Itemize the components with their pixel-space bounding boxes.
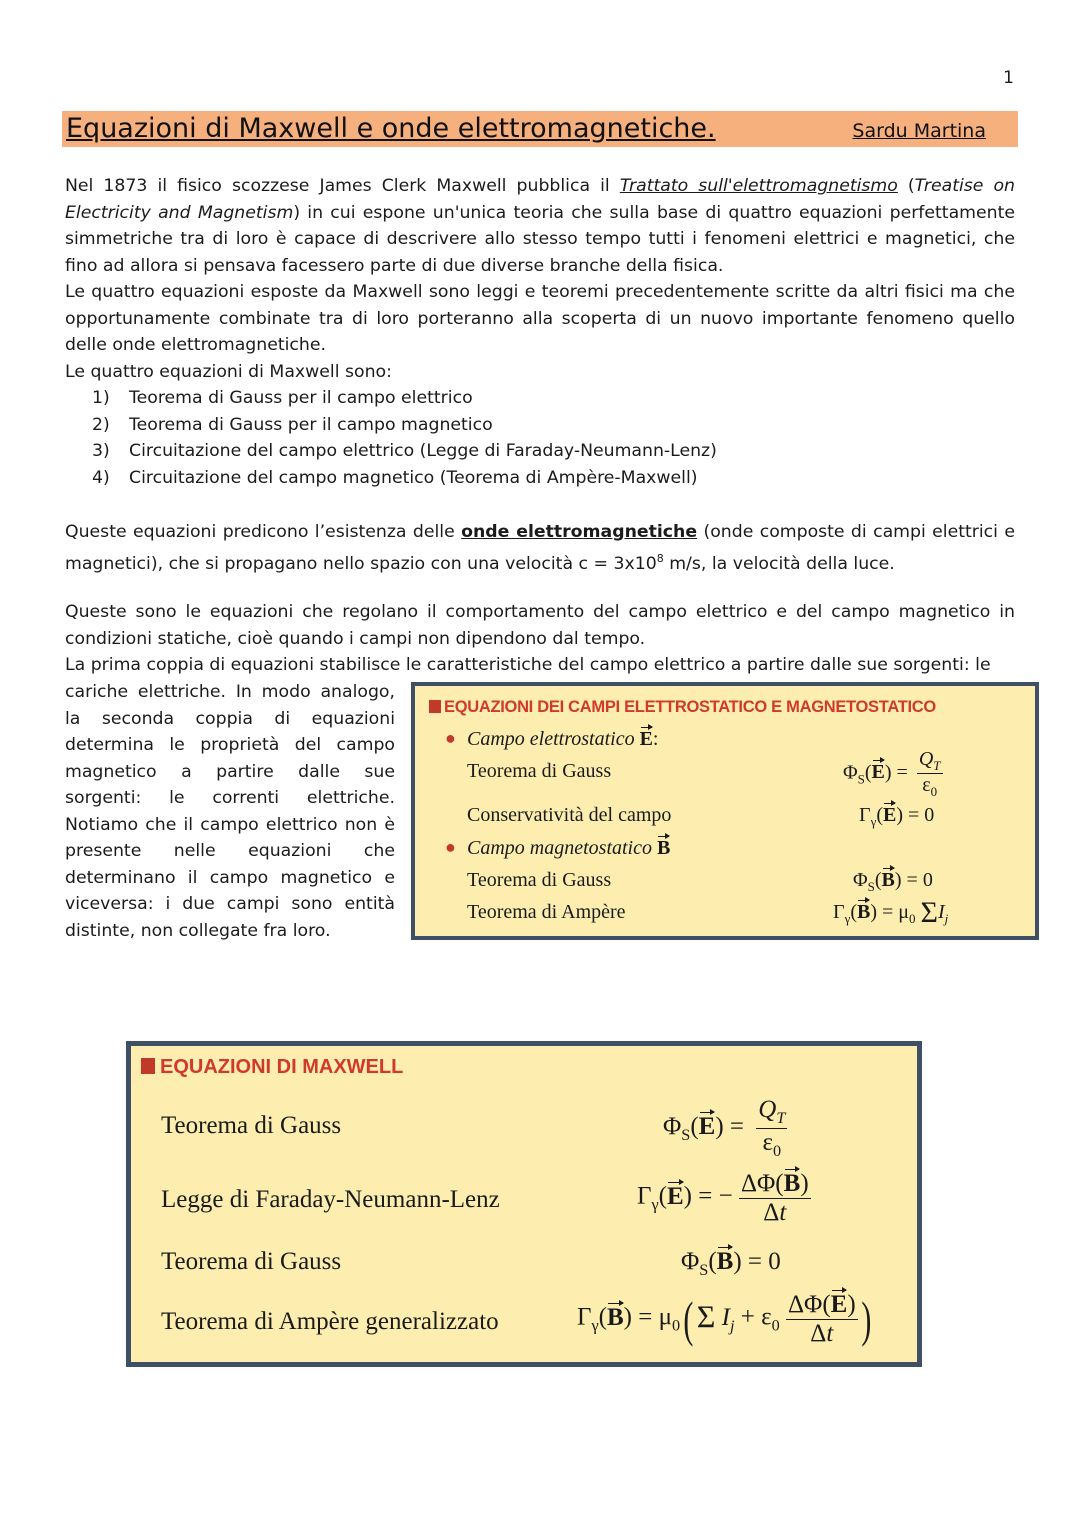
maxwell-gauss-b-label: Teorema di Gauss — [161, 1248, 342, 1275]
static-box-heading — [429, 698, 936, 717]
column-line: Notiamo che il campo elettrico non è — [65, 814, 395, 835]
intro-text: (onde composte di campi elettrici e — [703, 522, 1015, 542]
column-line: determina le proprietà del campo — [65, 735, 395, 755]
list-number: 1) — [92, 388, 110, 408]
list-number: 2) — [92, 414, 110, 435]
magnetostatic-text: Campo magnetostatico — [467, 837, 652, 859]
list-number: 4) — [92, 467, 110, 488]
author-name: Sardu Martina — [852, 120, 986, 142]
maxwell-faraday-formula: $\Gamma_\gamma(E)$ = − $\frac{\Delta\Phi(B)}{\Delta t}$ — [637, 1170, 809, 1226]
maxwell-equations-box — [126, 1041, 922, 1367]
list-item — [65, 465, 1015, 492]
list-number: 3) — [92, 441, 110, 461]
column-line: magnetico a partire dalle sue — [65, 761, 395, 782]
paren-open: ( — [907, 176, 915, 196]
treatise-italian-title: Trattato sull'elettromagnetismo — [619, 176, 898, 196]
em-waves-highlight: onde elettromagnetiche — [461, 522, 698, 542]
column-line: determinano il campo magnetico e — [65, 867, 395, 888]
intro-text: Nel 1873 il fisico scozzese James Clerk Maxwell pubblica il — [65, 176, 610, 196]
exponent: 8 — [656, 551, 664, 565]
intro-text: fino ad allora si pensava facessero parte di due diverse branche della fisica. — [65, 255, 724, 276]
ampere-label: Teorema di Ampère — [467, 901, 626, 923]
column-line: sorgenti: le correnti elettriche. — [65, 788, 395, 808]
gauss-e-formula: $\Phi_S(E)$ = $\frac{Q_T}{\varepsilon_0}$ — [843, 748, 941, 800]
intro-text: La prima coppia di equazioni stabilisce le caratteristiche del campo elettrico a partire dalle sue sorgenti: le — [65, 655, 991, 675]
column-line: presente nelle equazioni che — [65, 841, 395, 861]
static-equations-box — [411, 682, 1039, 940]
intro-text: Queste equazioni predicono l’esistenza delle — [65, 522, 455, 542]
intro-text: magnetici), che si propagano nello spazio con una velocità c = 3x10 — [65, 553, 657, 574]
maxwell-box-heading-text: EQUAZIONI DI MAXWELL — [160, 1056, 404, 1078]
circulation-e-formula: $\Gamma_\gamma(E) = 0$ — [859, 804, 935, 829]
red-square-icon — [429, 700, 441, 713]
title-bar — [62, 111, 1018, 147]
list-label: Circuitazione del campo magnetico (Teorema di Ampère-Maxwell) — [129, 467, 698, 488]
intro-text: condizioni statiche, cioè quando i campi non dipendono dal tempo. — [65, 628, 646, 649]
bullet-icon: ● — [445, 837, 456, 857]
intro-text: Le quattro equazioni esposte da Maxwell sono leggi e teoremi precedentemente scritte da altri fisici ma che — [65, 282, 1015, 302]
maxwell-ampere-label: Teorema di Ampère generalizzato — [161, 1308, 499, 1335]
list-item — [65, 438, 1015, 465]
ampere-formula: $\Gamma_\gamma(B) = \mu_0$ $\Sigma I_j$ — [833, 896, 949, 929]
b-vector-symbol: B — [657, 837, 671, 859]
e-vector-symbol: E — [639, 728, 653, 750]
electrostatic-label: Campo elettrostatico E: — [467, 728, 659, 750]
gauss-b-formula: $\Phi_S(B) = 0$ — [853, 869, 933, 894]
gauss-label: Teorema di Gauss — [467, 760, 612, 782]
maxwell-box-heading — [141, 1056, 403, 1079]
column-line: cariche elettriche. In modo analogo, — [65, 682, 395, 702]
list-label: Circuitazione del campo elettrico (Legge di Faraday-Neumann-Lenz) — [129, 441, 717, 461]
intro-paragraph-4 — [65, 599, 1015, 679]
static-box-heading-text: EQUAZIONI DEI CAMPI ELETTROSTATICO E MAGNETOSTATICO — [444, 698, 936, 716]
intro-text: m/s, la velocità della luce. — [663, 553, 895, 574]
electrostatic-text: Campo elettrostatico — [467, 728, 635, 750]
column-line: viceversa: i due campi sono entità — [65, 894, 395, 914]
list-item — [65, 385, 1015, 412]
intro-text: opportunamente combinate tra di loro porteranno alla scoperta di un nuovo importante fenomeno quello — [65, 308, 1015, 329]
intro-text: delle onde elettromagnetiche. — [65, 335, 326, 355]
page-number: 1 — [1003, 68, 1014, 88]
intro-paragraph-3 — [65, 519, 1015, 577]
maxwell-gauss-b-formula: $\Phi_S(B) = 0$ — [681, 1248, 781, 1279]
treatise-english-title-2: Electricity and Magnetism — [65, 202, 294, 223]
list-intro: Le quattro equazioni di Maxwell sono: — [65, 361, 392, 382]
maxwell-gauss-e-label: Teorema di Gauss — [161, 1112, 342, 1139]
treatise-english-title-1: Treatise on — [914, 176, 1015, 196]
gauss-b-label: Teorema di Gauss — [467, 869, 612, 891]
equation-list — [65, 385, 1015, 491]
list-item — [65, 412, 1015, 439]
intro-paragraph-1 — [65, 173, 1015, 491]
column-line: distinte, non collegate fra loro. — [65, 920, 331, 941]
intro-text: ) in cui espone un'unica teoria che sulla base di quattro equazioni perfettamente — [293, 202, 1015, 223]
bullet-icon: ● — [445, 728, 456, 748]
left-column-text — [65, 679, 395, 944]
list-label: Teorema di Gauss per il campo magnetico — [129, 414, 493, 435]
conservative-label: Conservatività del campo — [467, 804, 672, 826]
red-square-icon — [141, 1058, 155, 1074]
maxwell-gauss-e-formula: $\Phi_S(E)$ = $\frac{Q_T}{\varepsilon_0}$ — [663, 1096, 786, 1160]
intro-text: Queste sono le equazioni che regolano il comportamento del campo elettrico e del campo magnetico in — [65, 602, 1015, 622]
magnetostatic-label — [467, 837, 670, 860]
column-line: la seconda coppia di equazioni — [65, 708, 395, 729]
intro-text: simmetriche tra di loro è capace di descrivere allo stesso tempo tutti i fenomeni elettrici e magnetici, che — [65, 229, 1015, 249]
page-title: Equazioni di Maxwell e onde elettromagnetiche. — [66, 113, 716, 144]
maxwell-faraday-label: Legge di Faraday-Neumann-Lenz — [161, 1186, 500, 1213]
list-label: Teorema di Gauss per il campo elettrico — [129, 388, 473, 408]
maxwell-ampere-formula: $\Gamma_\gamma(B) = \mu_0$( Σ $I_j + \varepsilon_0$ $\frac{\Delta\Phi(E)}{\Delta t}$ ) — [577, 1291, 871, 1347]
